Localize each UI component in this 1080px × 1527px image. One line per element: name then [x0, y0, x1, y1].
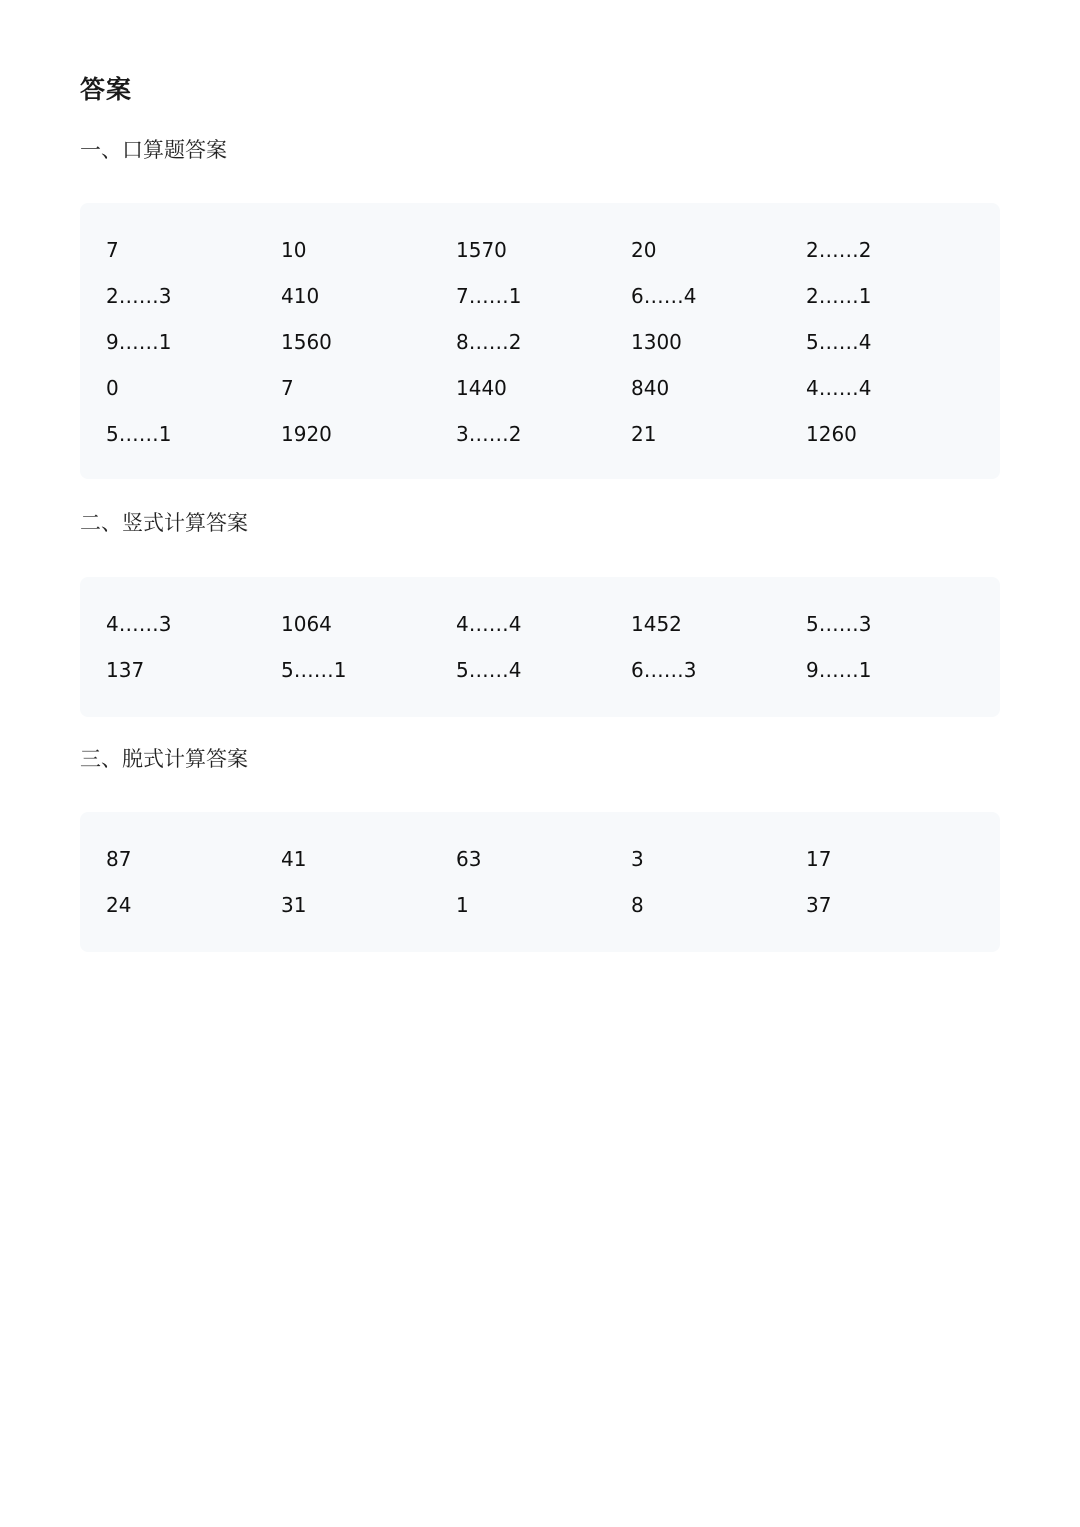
answer-cell: 5……1	[106, 422, 172, 446]
table-row	[106, 836, 1000, 882]
answer-cell: 9……1	[806, 658, 872, 682]
section-heading-oral: 一、口算题答案	[80, 138, 227, 162]
answer-cell: 20	[631, 238, 657, 262]
answer-cell: 41	[281, 847, 307, 871]
answer-cell: 37	[806, 893, 832, 917]
answer-cell: 1300	[631, 330, 682, 354]
answer-cell: 8	[631, 893, 644, 917]
page-title: 答案	[80, 75, 133, 104]
answer-cell: 21	[631, 422, 657, 446]
answer-cell: 9……1	[106, 330, 172, 354]
table-row	[106, 319, 1000, 365]
answer-cell: 0	[106, 376, 119, 400]
answer-box-stepwise	[80, 812, 1000, 952]
answer-cell: 1	[456, 893, 469, 917]
table-row	[106, 647, 1000, 693]
answer-cell: 137	[106, 658, 145, 682]
answer-cell: 7……1	[456, 284, 522, 308]
answer-cell: 6……3	[631, 658, 697, 682]
answer-cell: 1560	[281, 330, 332, 354]
answer-cell: 2……1	[806, 284, 872, 308]
table-row	[106, 601, 1000, 647]
answer-cell: 1920	[281, 422, 332, 446]
answer-cell: 4……3	[106, 612, 172, 636]
answer-cell: 3……2	[456, 422, 522, 446]
answer-cell: 410	[281, 284, 320, 308]
answer-cell: 5……4	[456, 658, 522, 682]
answer-cell: 31	[281, 893, 307, 917]
section-heading-vertical: 二、竖式计算答案	[80, 511, 248, 535]
table-row	[106, 365, 1000, 411]
table-row	[106, 882, 1000, 928]
answer-cell: 4……4	[456, 612, 522, 636]
answer-box-vertical	[80, 577, 1000, 717]
table-row	[106, 411, 1000, 457]
answer-cell: 1570	[456, 238, 507, 262]
table-row	[106, 227, 1000, 273]
answer-cell: 63	[456, 847, 482, 871]
answer-cell: 17	[806, 847, 832, 871]
table-row	[106, 273, 1000, 319]
answer-cell: 5……4	[806, 330, 872, 354]
answer-box-oral	[80, 203, 1000, 479]
answer-cell: 6……4	[631, 284, 697, 308]
section-heading-stepwise: 三、脱式计算答案	[80, 747, 248, 771]
answer-cell: 2……2	[806, 238, 872, 262]
answer-cell: 1260	[806, 422, 857, 446]
answer-cell: 5……3	[806, 612, 872, 636]
answer-cell: 2……3	[106, 284, 172, 308]
answer-cell: 7	[281, 376, 294, 400]
answer-cell: 5……1	[281, 658, 347, 682]
answer-cell: 840	[631, 376, 670, 400]
answer-cell: 7	[106, 238, 119, 262]
answer-cell: 1452	[631, 612, 682, 636]
answer-cell: 4……4	[806, 376, 872, 400]
answer-cell: 3	[631, 847, 644, 871]
answer-cell: 87	[106, 847, 132, 871]
answer-cell: 10	[281, 238, 307, 262]
answer-cell: 1440	[456, 376, 507, 400]
answer-cell: 1064	[281, 612, 332, 636]
answer-cell: 24	[106, 893, 132, 917]
answer-cell: 8……2	[456, 330, 522, 354]
